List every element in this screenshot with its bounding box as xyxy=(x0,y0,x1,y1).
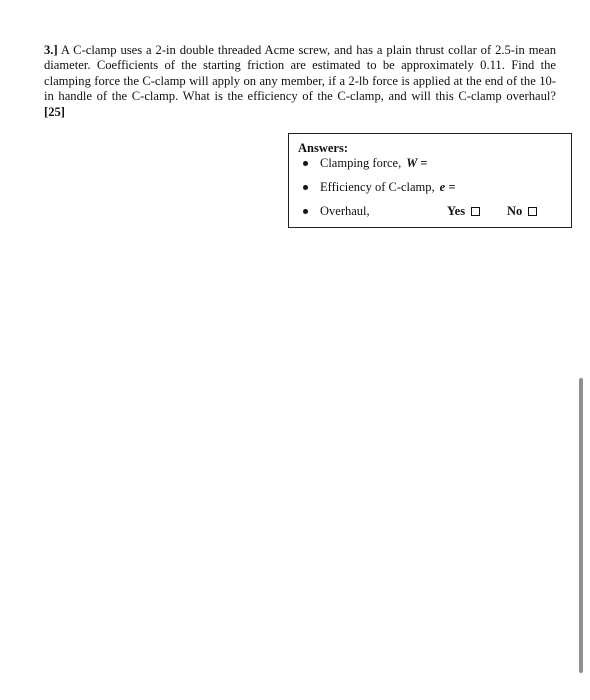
bullet-icon xyxy=(303,209,308,214)
question-text xyxy=(44,43,556,120)
yes-label: Yes xyxy=(447,204,466,218)
vertical-scrollbar[interactable] xyxy=(579,378,583,673)
question-points: [25] xyxy=(44,104,65,119)
no-label: No xyxy=(507,204,523,218)
bullet-icon xyxy=(303,161,308,166)
bullet-icon xyxy=(303,185,308,190)
answer-variable: W = xyxy=(406,156,428,170)
question-number: 3.] xyxy=(44,43,58,57)
answer-label: Clamping force, xyxy=(320,156,402,170)
overhaul-yes-option[interactable] xyxy=(447,204,480,219)
yes-checkbox[interactable] xyxy=(471,207,480,216)
answer-efficiency xyxy=(303,180,455,195)
answer-overhaul xyxy=(303,204,370,219)
answer-label: Efficiency of C-clamp, xyxy=(320,180,435,194)
question-body: A C-clamp uses a 2-in double threaded Acme screw, and has a plain thrust collar of 2.5-in mean diameter. Coefficients of the starting friction are estimated to be approximately 0.11. Find the clamping force the C-clamp will apply on any member, if a 2-lb force is applied at the end of the 10-in handle of the C-clamp. What is the efficiency of the C-clamp, and will this C-clamp overhaul? xyxy=(44,43,556,104)
answer-label: Overhaul, xyxy=(320,204,370,218)
answers-title: Answers: xyxy=(298,141,348,155)
answer-variable: e = xyxy=(439,180,456,194)
answers-box xyxy=(288,133,572,228)
no-checkbox[interactable] xyxy=(528,207,537,216)
overhaul-no-option[interactable] xyxy=(507,204,537,219)
answer-clamping-force xyxy=(303,156,427,171)
